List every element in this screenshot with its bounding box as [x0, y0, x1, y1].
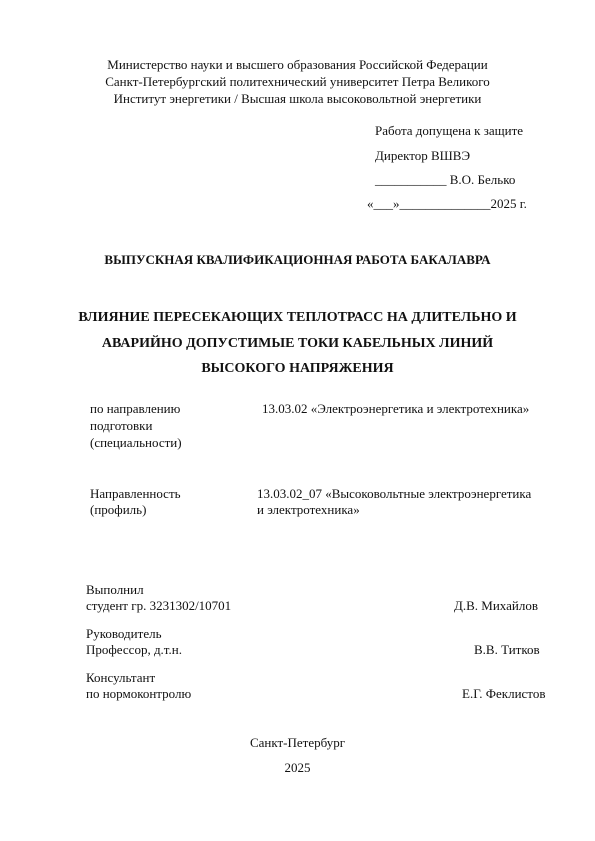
direction-value: 13.03.02 «Электроэнергетика и электротехника»	[262, 401, 530, 416]
approval-date: «___»______________2025 г.	[367, 196, 527, 211]
ministry-line: Министерство науки и высшего образования Российской Федерации	[107, 57, 488, 72]
profile-value-2: и электротехника»	[257, 502, 360, 517]
approval-signature: ___________ В.О. Белько	[375, 172, 516, 187]
approval-director: Директор ВШВЭ	[375, 148, 471, 163]
thesis-title-line-3: ВЫСОКОГО НАПРЯЖЕНИЯ	[201, 361, 394, 376]
profile-value-1: 13.03.02_07 «Высоковольтные электроэнергетика	[257, 486, 532, 501]
footer-city: Санкт-Петербург	[249, 735, 346, 750]
work-type: ВЫПУСКНАЯ КВАЛИФИКАЦИОННАЯ РАБОТА БАКАЛАВРА	[104, 252, 491, 267]
supervisor-position: Профессор, д.т.н.	[86, 642, 182, 657]
performer-role: Выполнил	[86, 582, 144, 597]
direction-label-1: по направлению	[90, 401, 181, 416]
thesis-title-line-1: ВЛИЯНИЕ ПЕРЕСЕКАЮЩИХ ТЕПЛОТРАСС НА ДЛИТЕЛЬНО И	[78, 310, 517, 325]
supervisor-role: Руководитель	[86, 626, 162, 641]
consultant-role: Консультант	[86, 670, 156, 685]
consultant-name: Е.Г. Феклистов	[462, 686, 546, 701]
supervisor-name: В.В. Титков	[474, 642, 540, 657]
performer-name: Д.В. Михайлов	[454, 598, 538, 613]
profile-label-1: Направленность	[90, 486, 181, 501]
university-line: Санкт-Петербургский политехнический университет Петра Великого	[105, 74, 490, 89]
direction-label-2: подготовки	[90, 418, 153, 433]
profile-label-2: (профиль)	[90, 502, 147, 517]
consultant-position: по нормоконтролю	[86, 686, 192, 701]
thesis-title-line-2: АВАРИЙНО ДОПУСТИМЫЕ ТОКИ КАБЕЛЬНЫХ ЛИНИЙ	[101, 336, 494, 351]
footer-year: 2025	[284, 760, 311, 775]
performer-position: студент гр. 3231302/10701	[86, 598, 232, 613]
approval-admitted: Работа допущена к защите	[375, 123, 524, 138]
direction-label-3: (специальности)	[90, 435, 182, 450]
institute-line: Институт энергетики / Высшая школа высоковольтной энергетики	[113, 91, 482, 106]
